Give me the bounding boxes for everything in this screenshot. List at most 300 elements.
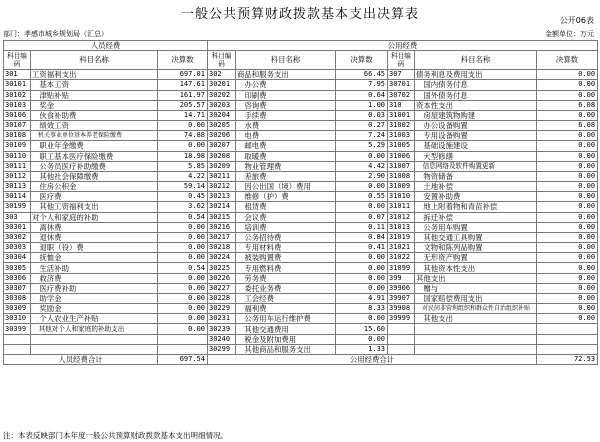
column-header-code: 科目编码 (208, 51, 236, 70)
cell-code: 31009 (388, 182, 415, 192)
cell-amount: 0.54 (158, 263, 208, 273)
cell-code: 30207 (208, 141, 236, 151)
cell-amount: 3.62 (158, 202, 208, 212)
cell-name: 其他商品和服务支出 (236, 344, 336, 354)
cell-code: 31007 (388, 161, 415, 171)
cell-amount: 0.00 (158, 314, 208, 324)
table-row (4, 151, 598, 161)
cell-name: 专用燃料费 (236, 263, 336, 273)
table-row (4, 243, 598, 253)
cell-code: 31003 (388, 131, 415, 141)
cell-name: 福利费 (236, 304, 336, 314)
cell-amount: 0.41 (336, 243, 388, 253)
cell-code: 30103 (4, 100, 31, 110)
cell-name: 其他支出 (415, 273, 537, 283)
cell-amount: 0.00 (336, 151, 388, 161)
cell-amount: 0.00 (537, 263, 598, 273)
cell-name: 维修（护）费 (236, 192, 336, 202)
cell-amount: 0.00 (336, 182, 388, 192)
column-header-name: 科目名称 (31, 51, 158, 70)
cell-name: 其他交通工具购置 (415, 232, 537, 242)
cell-code: 30212 (208, 182, 236, 192)
cell-amount: 0.27 (336, 121, 388, 131)
cell-name: 绩效工资 (31, 121, 158, 131)
cell-name (415, 334, 537, 344)
cell-name: 基础设施建设 (415, 141, 537, 151)
table-row (4, 273, 598, 283)
cell-amount: 0.54 (158, 212, 208, 222)
cell-name: 税金及附加费用 (236, 334, 336, 344)
cell-amount: 0.00 (158, 324, 208, 334)
cell-code: 30231 (208, 314, 236, 324)
section-public: 公用经费 (208, 41, 598, 51)
cell-name: 离休费 (31, 222, 158, 232)
cell-name: 差旅费 (236, 171, 336, 181)
cell-amount: 0.64 (336, 90, 388, 100)
cell-code: 31022 (388, 253, 415, 263)
table-row (4, 90, 598, 100)
cell-code: 307 (388, 70, 415, 80)
cell-code: 39906 (388, 283, 415, 293)
cell-name: 信息网络及软件购置更新 (415, 161, 537, 171)
table-row (4, 202, 598, 212)
cell-name: 其他对个人和家庭的补助支出 (31, 324, 158, 334)
table-row (4, 293, 598, 303)
cell-name: 国家赔偿费用支出 (415, 293, 537, 303)
cell-name: 水费 (236, 121, 336, 131)
cell-amount: 0.00 (158, 253, 208, 263)
cell-name: 对民间非营利组织和群众性自治组织补贴 (415, 304, 537, 314)
cell-name: 债务利息及费用支出 (415, 70, 537, 80)
cell-amount: 0.00 (537, 171, 598, 181)
cell-name: 职业年金缴费 (31, 141, 158, 151)
table-row (4, 232, 598, 242)
cell-amount: 0.00 (537, 212, 598, 222)
cell-code: 30214 (208, 202, 236, 212)
cell-amount: 0.00 (537, 314, 598, 324)
cell-amount: 0.00 (537, 243, 598, 253)
cell-amount: 0.00 (336, 202, 388, 212)
cell-code: 30309 (4, 304, 31, 314)
table-row (4, 314, 598, 324)
cell-code: 30303 (4, 243, 31, 253)
cell-name: 住房公积金 (31, 182, 158, 192)
cell-name: 赠与 (415, 283, 537, 293)
cell-amount: 0.00 (336, 273, 388, 283)
cell-amount: 0.00 (537, 293, 598, 303)
cell-name: 邮电费 (236, 141, 336, 151)
cell-amount: 0.00 (537, 232, 598, 242)
cell-code: 30110 (4, 151, 31, 161)
cell-name: 公务招待费 (236, 232, 336, 242)
cell-code: 30113 (4, 182, 31, 192)
cell-name: 拆迁补偿 (415, 212, 537, 222)
cell-code: 31099 (388, 263, 415, 273)
cell-name: 电费 (236, 131, 336, 141)
cell-code: 31021 (388, 243, 415, 253)
column-header-name: 科目名称 (236, 51, 336, 70)
cell-code (388, 334, 415, 344)
cell-amount: 2.90 (336, 171, 388, 181)
cell-amount: 74.88 (158, 131, 208, 141)
cell-amount: 0.00 (158, 121, 208, 131)
cell-amount: 0.00 (537, 110, 598, 120)
cell-name: 物资储备 (415, 171, 537, 181)
cell-name: 安置补助费 (415, 192, 537, 202)
table-row (4, 334, 598, 344)
table-row (4, 131, 598, 141)
cell-code: 30216 (208, 222, 236, 232)
cell-amount: 0.55 (336, 192, 388, 202)
cell-name: 被装购置费 (236, 253, 336, 263)
table-row (4, 192, 598, 202)
table-row (4, 304, 598, 314)
cell-code: 31005 (388, 141, 415, 151)
cell-code: 30310 (4, 314, 31, 324)
cell-name: 无形资产购置 (415, 253, 537, 263)
cell-code: 31013 (388, 222, 415, 232)
cell-name: 其他支出 (415, 314, 537, 324)
cell-amount (537, 324, 598, 334)
cell-name: 医疗费补助 (31, 283, 158, 293)
cell-code: 30701 (388, 80, 415, 90)
cell-amount (158, 334, 208, 344)
cell-code: 30229 (208, 304, 236, 314)
table-row (4, 121, 598, 131)
cell-amount: 0.00 (336, 253, 388, 263)
cell-amount: 14.71 (158, 110, 208, 120)
cell-code: 30106 (4, 110, 31, 120)
cell-code: 30218 (208, 243, 236, 253)
cell-code: 30112 (4, 171, 31, 181)
cell-name: 公务用车运行维护费 (236, 314, 336, 324)
cell-code: 30240 (208, 334, 236, 344)
cell-amount: 0.00 (336, 334, 388, 344)
cell-amount: 0.00 (537, 222, 598, 232)
cell-code: 30226 (208, 273, 236, 283)
cell-code: 30101 (4, 80, 31, 90)
cell-name: 奖励金 (31, 304, 158, 314)
cell-amount: 0.00 (336, 314, 388, 324)
cell-name: 委托业务费 (236, 283, 336, 293)
cell-amount: 0.00 (158, 222, 208, 232)
column-header-row (4, 51, 598, 70)
cell-amount: 0.00 (158, 141, 208, 151)
cell-code: 31002 (388, 121, 415, 131)
cell-amount: 0.00 (537, 283, 598, 293)
cell-name: 退职（役）费 (31, 243, 158, 253)
cell-amount: 0.00 (537, 253, 598, 263)
table-row (4, 110, 598, 120)
cell-amount: 161.97 (158, 90, 208, 100)
cell-name: 培训费 (236, 222, 336, 232)
cell-code: 30227 (208, 283, 236, 293)
total-public-label: 公用经费合计 (208, 354, 537, 364)
table-row (4, 100, 598, 110)
cell-code: 30208 (208, 151, 236, 161)
cell-amount: 0.00 (537, 202, 598, 212)
section-header-row (4, 41, 598, 51)
table-row (4, 253, 598, 263)
cell-code: 30211 (208, 171, 236, 181)
cell-code: 399 (388, 273, 415, 283)
cell-name: 个人农业生产补贴 (31, 314, 158, 324)
cell-name: 工会经费 (236, 293, 336, 303)
cell-code: 30299 (208, 344, 236, 354)
cell-name: 取暖费 (236, 151, 336, 161)
cell-amount: 0.00 (336, 263, 388, 273)
table-row (4, 263, 598, 273)
cell-name: 医疗费 (31, 192, 158, 202)
cell-amount: 15.60 (336, 324, 388, 334)
cell-amount: 0.00 (537, 141, 598, 151)
cell-code: 30301 (4, 222, 31, 232)
cell-amount: 0.00 (537, 161, 598, 171)
cell-code: 30203 (208, 100, 236, 110)
cell-amount: 6.08 (537, 100, 598, 110)
cell-amount: 0.00 (158, 293, 208, 303)
table-row (4, 283, 598, 293)
cell-name: 伙食补助费 (31, 110, 158, 120)
cell-amount: 59.14 (158, 182, 208, 192)
cell-code: 31010 (388, 192, 415, 202)
cell-amount: 0.84 (336, 232, 388, 242)
cell-amount: 0.00 (158, 243, 208, 253)
table-row (4, 161, 598, 171)
cell-code: 30209 (208, 161, 236, 171)
cell-amount: 5.29 (336, 141, 388, 151)
cell-name: 其他交通费用 (236, 324, 336, 334)
cell-code: 303 (4, 212, 31, 222)
cell-amount: 4.42 (336, 161, 388, 171)
cell-name: 专用材料费 (236, 243, 336, 253)
cell-amount: 1.33 (336, 344, 388, 354)
cell-amount: 0.00 (537, 273, 598, 283)
cell-name: 奖金 (31, 100, 158, 110)
cell-amount: 0.00 (537, 131, 598, 141)
cell-amount (158, 344, 208, 354)
cell-amount: 0.00 (537, 80, 598, 90)
cell-code: 301 (4, 70, 31, 80)
cell-code: 30206 (208, 131, 236, 141)
cell-amount: 697.01 (158, 70, 208, 80)
cell-code: 39999 (388, 314, 415, 324)
cell-name: 津贴补贴 (31, 90, 158, 100)
cell-name: 公务用车购置 (415, 222, 537, 232)
cell-amount: 6.08 (537, 121, 598, 131)
cell-amount: 18.98 (158, 151, 208, 161)
cell-name: 专用设备购置 (415, 131, 537, 141)
cell-code: 31011 (388, 202, 415, 212)
cell-code: 39907 (388, 293, 415, 303)
cell-name: 租赁费 (236, 202, 336, 212)
cell-name: 物业管理费 (236, 161, 336, 171)
cell-code: 30199 (4, 202, 31, 212)
cell-amount: 0.00 (537, 90, 598, 100)
cell-name: 手续费 (236, 110, 336, 120)
total-personnel-label: 人员经费合计 (4, 354, 158, 364)
cell-code: 30108 (4, 131, 31, 141)
cell-amount: 7.24 (336, 131, 388, 141)
footnote: 注：本表反映部门本年度一般公共预算财政拨款基本支出明细情况。 (3, 431, 228, 440)
cell-amount: 205.57 (158, 100, 208, 110)
cell-code: 30215 (208, 212, 236, 222)
cell-amount: 0.00 (537, 151, 598, 161)
cell-amount: 4.91 (336, 293, 388, 303)
cell-name: 助学金 (31, 293, 158, 303)
total-public-value: 72.53 (537, 354, 598, 364)
cell-name: 大型修缮 (415, 151, 537, 161)
cell-code (4, 334, 31, 344)
cell-name: 因公出国（境）费用 (236, 182, 336, 192)
cell-code: 302 (208, 70, 236, 80)
table-code: 公开06表 (559, 16, 594, 25)
cell-code: 30205 (208, 121, 236, 131)
cell-name: 咨询费 (236, 100, 336, 110)
table-row (4, 344, 598, 354)
cell-code: 30224 (208, 253, 236, 263)
unit-label: 金额单位：万元 (545, 30, 594, 38)
cell-name: 其他社会保障缴费 (31, 171, 158, 181)
cell-name: 文物和陈列品购置 (415, 243, 537, 253)
cell-code: 31019 (388, 232, 415, 242)
cell-name (415, 344, 537, 354)
table-row (4, 324, 598, 334)
cell-code (388, 344, 415, 354)
cell-code: 31008 (388, 171, 415, 181)
section-personnel: 人员经费 (4, 41, 208, 51)
cell-name: 救济费 (31, 273, 158, 283)
cell-amount: 7.95 (336, 80, 388, 90)
table-row (4, 212, 598, 222)
cell-code: 30201 (208, 80, 236, 90)
cell-code: 30213 (208, 192, 236, 202)
table-row (4, 182, 598, 192)
cell-amount: 4.22 (158, 171, 208, 181)
cell-code: 30702 (388, 90, 415, 100)
cell-amount: 0.00 (537, 182, 598, 192)
cell-amount: 147.61 (158, 80, 208, 90)
cell-name: 机关事业单位基本养老保险缴费 (31, 131, 158, 141)
cell-code: 31006 (388, 151, 415, 161)
department-label: 部门：孝感市城乡规划局（汇总） (3, 30, 108, 38)
cell-amount: 8.33 (336, 304, 388, 314)
cell-code: 30304 (4, 253, 31, 263)
table-row (4, 171, 598, 181)
cell-amount: 0.00 (537, 192, 598, 202)
cell-code: 30111 (4, 161, 31, 171)
cell-code: 30107 (4, 121, 31, 131)
cell-amount: 0.00 (158, 273, 208, 283)
cell-code: 30204 (208, 110, 236, 120)
page-title: 一般公共预算财政拨款基本支出决算表 (180, 7, 419, 22)
table-row (4, 80, 598, 90)
cell-amount: 5.85 (158, 161, 208, 171)
cell-name: 工资福利支出 (31, 70, 158, 80)
cell-code: 30307 (4, 283, 31, 293)
cell-name: 劳务费 (236, 273, 336, 283)
expenditure-table (3, 40, 598, 365)
cell-code: 39908 (388, 304, 415, 314)
cell-code: 30217 (208, 232, 236, 242)
cell-name: 公务员医疗补助缴费 (31, 161, 158, 171)
cell-amount: 0.00 (158, 232, 208, 242)
cell-amount: 0.00 (537, 70, 598, 80)
column-header-amount: 决算数 (336, 51, 388, 70)
table-row (4, 70, 598, 80)
cell-name: 印刷费 (236, 90, 336, 100)
cell-name (31, 344, 158, 354)
column-header-name: 科目名称 (415, 51, 537, 70)
cell-name: 国内债务付息 (415, 80, 537, 90)
column-header-amount: 决算数 (537, 51, 598, 70)
cell-amount: 66.45 (336, 70, 388, 80)
cell-amount: 0.07 (336, 212, 388, 222)
cell-amount: 0.00 (158, 283, 208, 293)
cell-amount: 1.00 (336, 100, 388, 110)
cell-name: 商品和服务支出 (236, 70, 336, 80)
cell-name: 其他工资福利支出 (31, 202, 158, 212)
cell-amount: 0.11 (336, 222, 388, 232)
cell-name: 国外债务付息 (415, 90, 537, 100)
cell-code (4, 344, 31, 354)
cell-code: 30305 (4, 263, 31, 273)
cell-amount: 0.00 (537, 304, 598, 314)
cell-name (31, 334, 158, 344)
cell-name: 对个人和家庭的补助 (31, 212, 158, 222)
cell-code: 30225 (208, 263, 236, 273)
cell-name: 办公费 (236, 80, 336, 90)
cell-name: 职工基本医疗保险缴费 (31, 151, 158, 161)
cell-amount (537, 344, 598, 354)
cell-code: 30228 (208, 293, 236, 303)
cell-code: 30102 (4, 90, 31, 100)
cell-name: 办公设备购置 (415, 121, 537, 131)
cell-name (415, 324, 537, 334)
cell-amount: 0.45 (158, 192, 208, 202)
totals-row (4, 354, 598, 364)
cell-name: 房屋建筑物购建 (415, 110, 537, 120)
cell-code (388, 324, 415, 334)
cell-code: 30308 (4, 293, 31, 303)
cell-name: 抚恤金 (31, 253, 158, 263)
cell-code: 310 (388, 100, 415, 110)
cell-amount: 0.00 (158, 304, 208, 314)
column-header-amount: 决算数 (158, 51, 208, 70)
cell-name: 土地补偿 (415, 182, 537, 192)
cell-amount: 0.00 (336, 283, 388, 293)
cell-code: 30306 (4, 273, 31, 283)
cell-code: 30114 (4, 192, 31, 202)
cell-name: 会议费 (236, 212, 336, 222)
cell-code: 30302 (4, 232, 31, 242)
cell-name: 地上附着物和青苗补偿 (415, 202, 537, 212)
cell-code: 31012 (388, 212, 415, 222)
cell-code: 30202 (208, 90, 236, 100)
cell-name: 资本性支出 (415, 100, 537, 110)
cell-code: 30239 (208, 324, 236, 334)
unit-row (3, 28, 597, 39)
cell-code: 30399 (4, 324, 31, 334)
cell-name: 生活补助 (31, 263, 158, 273)
cell-name: 其他资本性支出 (415, 263, 537, 273)
cell-amount: 0.03 (336, 110, 388, 120)
cell-name: 退休费 (31, 232, 158, 242)
cell-code: 31001 (388, 110, 415, 120)
column-header-code: 科目编码 (4, 51, 31, 70)
cell-amount (537, 334, 598, 344)
total-personnel-value: 697.54 (158, 354, 208, 364)
